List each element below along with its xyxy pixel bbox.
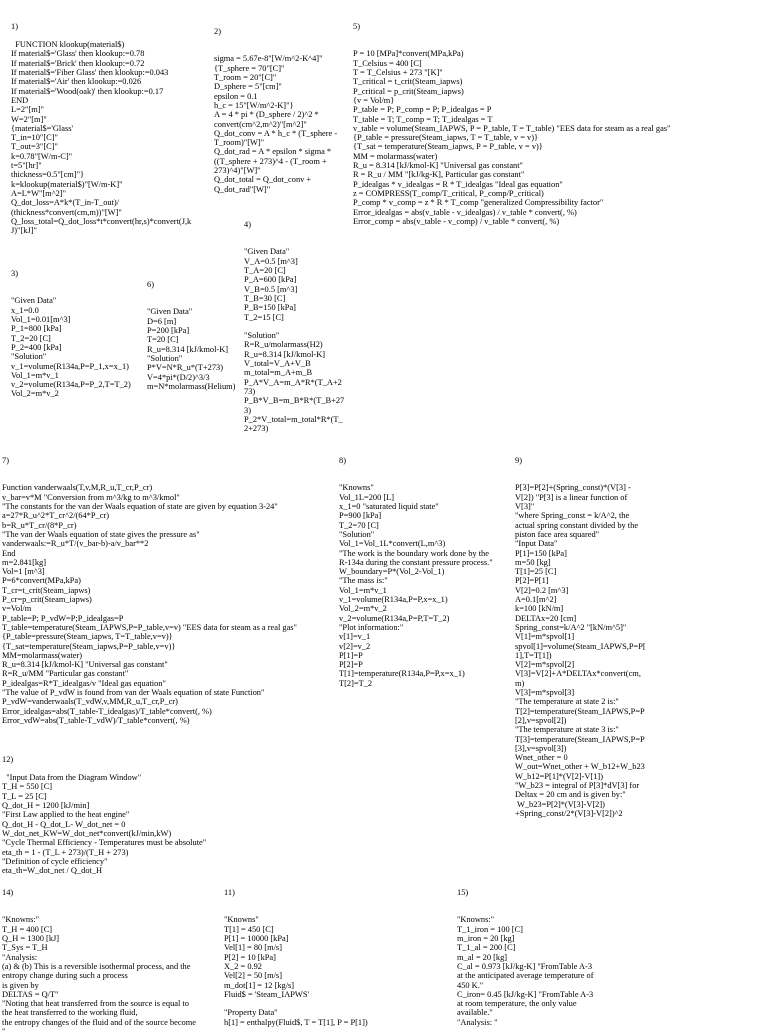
problem-9 [515, 437, 646, 818]
problem-number: 12) [2, 754, 14, 764]
problem-number: 14) [2, 887, 14, 897]
problem-number: 15) [457, 887, 469, 897]
problem-6 [147, 261, 235, 391]
code-text: Function vanderwaals(T,v,M,R_u,T_cr,P_cr) v_bar=v*M "Conversion from m^3/kg to m^3/kmol" "The constants for the van der Waals equation of state are given by equation 3-24" a=27*R_u^2*T_cr^2/(64*P_cr) b=R_u*T_cr/(8*P_cr) "The van der Waals equation of state gives the pressure as" vanderwaals:=R_u*T/(v_bar-b)-a/v_bar**2 End m=2.841[kg] Vol=1 [m^3] P=6*convert(MPa,kPa) T_cr=t_crit(Steam_iapws) P_cr=p_crit(Steam_iapws) v=Vol/m P_table=P; P_vdW=P;P_idealgas=P T_table=temperature(Steam_IAPWS,P=P_table,v=v) "EES data for steam as a real gas" {P_table=pressure(Steam_iapws, T=T_table,v=v)} {T_sat=temperature(Steam_iapws,P=P_table,v=v)} MM=molarmass(water) R_u=8.314 [kJ/kmol-K] "Universal gas constant" R=R_u/MM "Particular gas constant" P_idealgas=R*T_idealgas/v "Ideal gas equation" "The value of P_vdW is found from van der Waals equation of state Function" P_vdW=vanderwaals(T_vdW,v,MM,R_u,T_cr,P_cr) Error_idealgas=abs(T_table-T_idealgas)/T_table*convert(, %) Error_vdW=abs(T_table-T_vdW)/T_table*convert(, %) [2, 483, 297, 725]
problem-1 [11, 3, 191, 235]
problem-3 [11, 250, 131, 399]
problem-number: 11) [224, 887, 235, 897]
code-text: "Knowns:" T_1_iron = 100 [C] m_iron = 20 [kg] T_1_al = 200 [C] m_al = 20 [kg] C_al = 0.973 [kJ/kg-K] "FromTable A-3 at the anticipated average temperature of 450 K." C_iron= 0.45 [kJ/kg-K] "FromTable A-3 at room temperature, the only value available." "Analysis: " [457, 915, 594, 1027]
problem-number: 5) [353, 21, 360, 31]
problem-number: 4) [244, 219, 251, 229]
code-text: sigma = 5.67e-8"[W/m^2-K^4]" {T_sphere = 70"[C]" T_room = 20"[C]" D_sphere = 5"[cm]" epsilon = 0.1 h_c = 15"[W/m^2-K]"} A = 4 * pi * (D_sphere / 2)^2 * convert(cm^2,m^2)"[m^2]" Q_dot_conv = A * h_c * (T_sphere - T_room)"[W]" Q_dot_rad = A * epsilon * sigma * ((T_sphere + 273)^4 - (T_room + 273)^4)"[W]" Q_dot_total = Q_dot_conv + Q_dot_rad"[W]" [214, 54, 338, 194]
problem-11 [224, 869, 368, 1027]
problem-number: 7) [2, 455, 9, 465]
code-text: "Given Data" x_1=0.0 Vol_1=0.01[m^3] P_1=800 [kPa] T_2=20 [C] P_2=400 [kPa] "Solution" v_1=volume(R134a,P=P_1,x=x_1) Vol_1=m*v_1 v_2=volume(R134a,P=P_2,T=T_2) Vol_2=m*v_2 [11, 296, 131, 399]
problem-number: 6) [147, 279, 154, 289]
problem-number: 1) [11, 21, 18, 31]
problem-number: 3) [11, 268, 18, 278]
code-text: P[3]=P[2]+(Spring_const)*(V[3] - V[2]) "P[3] is a linear function of V[3]" "where Spring_const = k/A^2, the actual spring constant divided by the piston face area squared" "Input Data" P[1]=150 [kPa] m=50 [kg] T[1]=25 [C] P[2]=P[1] V[2]=0.2 [m^3] A=0.1[m^2] k=100 [kN/m] DELTAx=20 [cm] Spring_const=k/A^2 "[kN/m^5]" V[1]=m*spvol[1] spvol[1]=volume(Steam_IAPWS,P=P[ 1],T=T[1]) V[2]=m*spvol[2] V[3]=V[2]+A*DELTAx*convert(cm, m) V[3]=m*spvol[3] "The temperature at state 2 is:" T[2]=temperature(Steam_IAPWS,P=P [2],v=spvol[2]) "The temperature at state 3 is:" T[3]=temperature(Steam_IAPWS,P=P [3],v=spvol[3]) Wnet_other = 0 W_out=Wnet_other + W_b12+W_b23 W_b12=P[1]*(V[2]-V[1]) "W_b23 = integral of P[3]*dV[3] for Deltax = 20 cm and is given by:" W_b23=P[2]*(V[3]-V[2]) +Spring_const/2*(V[3]-V[2])^2 [515, 483, 646, 818]
problem-2 [214, 8, 337, 194]
code-text: FUNCTION klookup(material$) If material$='Glass' then klookup:=0.78 If material$='Brick' then klookup:=0.72 If material$='Fiber Glass' then klookup:=0.043 If material$='Air' then klookup:=0.026 If material$='Wood(oak)' then klookup:=0.17 END L=2"[m]" W=2"[m]" {material$='Glass' T_in=10"[C]" T_out=3"[C]" k=0.78"[W/m-C]" t=5"[hr]" thickness=0.5"[cm]"} k=klookup(material$)"[W/m-K]" A=L*W"[m^2]" Q_dot_loss=A*k*(T_in-T_out)/ (thickness*convert(cm,m))"[W]" Q_loss_total=Q_dot_loss*t*convert(hr,s)*convert(J,k J)"[kJ]" [11, 40, 192, 236]
problem-14 [2, 869, 196, 1036]
problem-number: 9) [515, 455, 522, 465]
problem-8 [339, 437, 493, 688]
problem-number: 8) [339, 455, 346, 465]
code-text: "Knowns" Vol_1L=200 [L] x_1=0 "saturated liquid state" P=900 [kPa] T_2=70 [C] "Solution" Vol_1=Vol_1L*convert(L,m^3) "The work is the boundary work done by the R-134a during the constant pressure process." W_boundary=P*(Vol_2-Vol_1) "The mass is:" Vol_1=m*v_1 v_1=volume(R134a,P=P,x=x_1) Vol_2=m*v_2 v_2=volume(R134a,P=P,T=T_2) "Plot information:" v[1]=v_1 v[2]=v_2 P[1]=P P[2]=P T[1]=temperature(R134a,P=P,x=x_1) T[2]=T_2 [339, 483, 493, 688]
code-text: "Given Data" V_A=0.5 [m^3] T_A=20 [C] P_A=600 [kPa] V_B=0.5 [m^3] T_B=30 [C] P_B=150 [kPa] T_2=15 [C] "Solution" R=R_u/molarmass(H2) R_u=8.314 [kJ/kmol-K] V_total=V_A+V_B m_total=m_A+m_B P_A*V_A=m_A*R*(T_A+2 73) P_B*V_B=m_B*R*(T_B+27 3) P_2*V_total=m_total*R*(T_ 2+273) [244, 247, 345, 434]
problem-number: 2) [214, 26, 221, 36]
problem-15 [457, 869, 593, 1027]
code-text: "Knowns:" T_H = 400 [C] Q_H = 1300 [kJ] T_Sys = T_H "Analysis: (a) & (b) This is a reversible isothermal process, and the entropy change during such a process is given by DELTAS = Q/T" "Noting that heat transferred from the source is equal to the heat transferred to the working fluid, the entropy changes of the fluid and of the source become " [2, 915, 196, 1036]
code-text: "Knowns" T[1] = 450 [C] P[1] = 10000 [kPa] Vel[1] = 80 [m/s] P[2] = 10 [kPa] X_2 = 0.92 Vel[2] = 50 [m/s] m_dot[1] = 12 [kg/s] Fluid$ = 'Steam_IAPWS' "Property Data" h[1] = enthalpy(Fluid$, T = T[1], P = P[1]) [224, 915, 368, 1027]
code-text: "Given Data" D=6 [m] P=200 [kPa] T=20 [C] R_u=8.314 [kJ/kmol-K] "Solution" P*V=N*R_u*(T+273) V=4*pi*(D/2)^3/3 m=N*molarmass(Helium) [147, 307, 236, 391]
problem-7 [2, 437, 297, 725]
code-text: "Input Data from the Diagram Window" T_H = 550 [C] T_L = 25 [C] Q_dot_H = 1200 [kJ/min] "First Law applied to the heat engine" Q_dot_H - Q_dot_L- W_dot_net = 0 W_dot_net_KW=W_dot_net*convert(kJ/min,kW) "Cycle Thermal Efficiency - Temperatures must be absolute" eta_th = 1 - (T_L + 273)/(T_H + 273) "Definition of cycle efficiency" eta_th=W_dot_net / Q_dot_H [2, 773, 207, 876]
problem-5 [353, 3, 670, 226]
problem-4 [244, 201, 344, 433]
code-text: P = 10 [MPa]*convert(MPa,kPa) T_Celsius = 400 [C] T = T_Celsius + 273 "[K]" T_critical = t_crit(Steam_iapws) P_critical = p_crit(Steam_iapws) {v = Vol/m} P_table = P; P_comp = P; P_idealgas = P T_table = T; T_comp = T; T_idealgas = T v_table = volume(Steam_IAPWS, P = P_table, T = T_table) "EES data for steam as a real gas" {P_table = pressure(Steam_iapws, T = T_table, v = v)} {T_sat = temperature(Steam_iapws, P = P_table, v = v)} MM = molarmass(water) R_u = 8.314 [kJ/kmol-K] "Universal gas constant" R = R_u / MM "[kJ/kg-K], Particular gas constant" P_idealgas * v_idealgas = R * T_idealgas "Ideal gas equation" z = COMPRESS(T_comp/T_critical, P_comp/P_critical) P_comp * v_comp = z * R * T_comp "generalized Compressibility factor" Error_idealgas = abs(v_table - v_idealgas) / v_table * convert(, %) Error_comp = abs(v_table - v_comp) / v_table * convert(, %) [353, 49, 671, 226]
problem-12 [2, 736, 206, 875]
